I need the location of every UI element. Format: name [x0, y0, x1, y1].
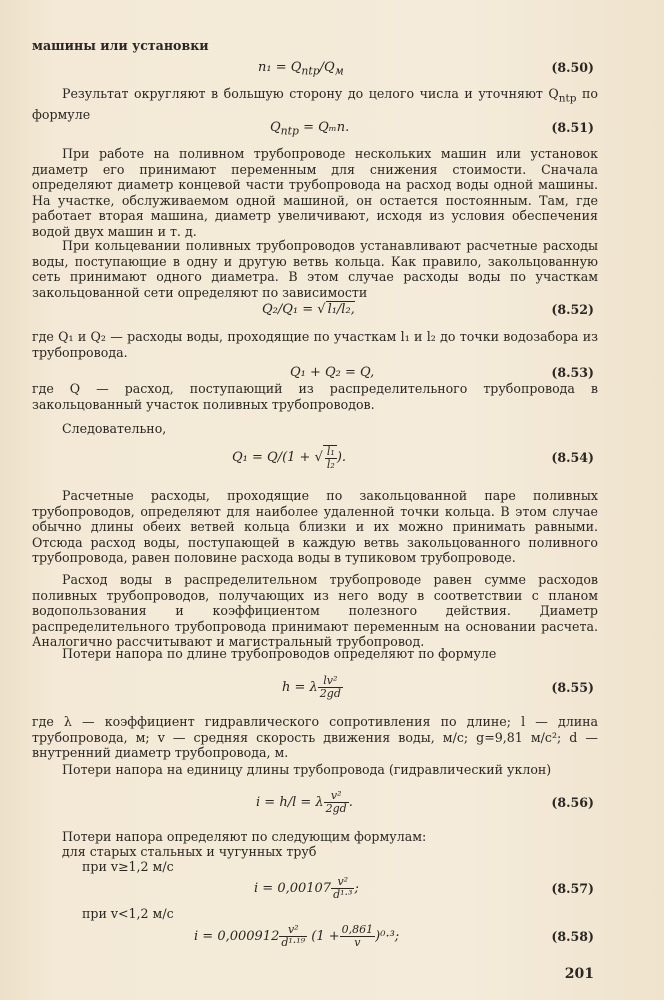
- fraction-numerator: 0,861: [341, 923, 374, 936]
- equation-number: (8.57): [551, 881, 594, 896]
- equation-number: (8.56): [551, 795, 594, 810]
- text: Результат округляют в большую сторону до целого числа и уточняют Q: [62, 86, 559, 101]
- equation-number: (8.55): [551, 680, 594, 695]
- formula-text: ).: [336, 450, 347, 465]
- formula-8-56: [0, 786, 664, 822]
- fraction-numerator: l₁: [326, 444, 335, 458]
- paragraph: где Q — расход, поступающий из распределительного трубопровода в закольцованный участок поливных трубопроводов.: [32, 381, 598, 412]
- formula-text: ;: [354, 881, 359, 896]
- formula-8-54: [0, 440, 664, 480]
- equation-number: (8.53): [551, 365, 594, 380]
- fraction-numerator: v²: [331, 876, 354, 889]
- formula-text: i = 0,000912: [194, 929, 280, 944]
- equation-number: (8.54): [551, 450, 594, 465]
- formula-text: h = λ: [282, 680, 318, 695]
- subscript: м: [334, 64, 344, 78]
- formula-text: )⁰·³;: [375, 929, 400, 944]
- formula-text: i = h/l = λ: [256, 795, 324, 810]
- subscript: ntp: [280, 124, 299, 138]
- formula-8-55: [0, 672, 664, 706]
- fraction-denominator: l₂: [326, 457, 335, 471]
- formula-8-58: [0, 920, 664, 956]
- text: по формуле: [32, 86, 598, 123]
- paragraph: Потери напора на единицу длины трубопровода (гидравлический уклон): [62, 762, 552, 777]
- formula-text: Q: [270, 120, 281, 135]
- equation-number: (8.51): [551, 120, 594, 135]
- formula-text: Q₁ = Q/: [232, 450, 283, 465]
- fraction-denominator: v: [354, 936, 361, 949]
- subscript: ntp: [301, 64, 320, 78]
- fraction-denominator: 2gd: [319, 687, 341, 700]
- paragraph: Расчетные расходы, проходящие по закольцованной паре поливных трубопроводов, определяют для наиболее удаленной точки кольца. В этом случае обычно длины обеих ветвей кольца близки и их можно принимать равными. Отсюда расход воды, поступающей в каждую ветвь закольцованного поливного трубопровода, равен половине расхода воды в тупиковом трубопроводе.: [32, 488, 598, 565]
- formula-8-50: [0, 58, 664, 80]
- fraction-denominator: d¹·¹⁹: [281, 936, 306, 949]
- formula-text: n₁ = Q: [258, 60, 302, 75]
- fraction-numerator: v²: [279, 924, 307, 937]
- formula-text: /Q: [319, 60, 335, 75]
- paragraph: Потери напора определяют по следующим формулам:: [62, 829, 427, 844]
- formula-text: = Qₘn.: [298, 120, 350, 135]
- subscript: ntp: [558, 92, 577, 105]
- paragraph: где λ — коэффициент гидравлического сопротивления по длине; l — длина трубопровода, м; v — средняя скорость движения воды, м/с; g=9,81 м/с²; d — внутренний диаметр трубопровода, м.: [32, 714, 598, 760]
- condition: при v<1,2 м/с: [82, 906, 174, 921]
- paragraph: При кольцевании поливных трубопроводов устанавливают расчетные расходы воды, поступающие в одну и другую ветвь кольца. Как правило, закольцованную сеть принимают одного диаметра. В этом случае расходы воды по участкам закольцованной сети определяют по зависимости: [32, 238, 598, 300]
- formula-8-51: [0, 118, 664, 140]
- paragraph: При работе на поливном трубопроводе нескольких машин или установок диаметр его принимают переменным для снижения стоимости. Сначала определяют диаметр концевой части трубопровода на расход воды одной машины. На участке, обслуживаемом одной машиной, он остается постоянным. Там, где работает вторая машина, диаметр увеличивают, исходя из условия обеспечения водой двух машин и т. д.: [32, 146, 598, 239]
- formula-text: Q₁ + Q₂ = Q,: [290, 365, 375, 380]
- formula-text: (1 + √: [282, 450, 323, 465]
- formula-8-52: [0, 300, 664, 322]
- formula-text: Q₂/Q₁ = √: [262, 302, 326, 317]
- formula-text: i = 0,00107: [254, 881, 332, 896]
- formula-8-57: [0, 872, 664, 906]
- condition: при v≥1,2 м/с: [82, 859, 174, 874]
- paragraph: для старых стальных и чугунных труб: [62, 844, 317, 859]
- fraction-denominator: d¹·³: [333, 888, 353, 901]
- equation-number: (8.50): [551, 60, 594, 75]
- fraction-denominator: 2gd: [325, 802, 347, 815]
- paragraph: Следовательно,: [62, 421, 167, 436]
- formula-text: (1 +: [311, 929, 340, 944]
- formula-text: .: [348, 795, 353, 810]
- fraction-numerator: v²: [324, 790, 349, 803]
- page-number: 201: [564, 966, 594, 982]
- fraction-numerator: lv²: [318, 675, 343, 688]
- formula-text: l₁/l₂,: [327, 302, 355, 317]
- equation-number: (8.52): [551, 302, 594, 317]
- paragraph: где Q₁ и Q₂ — расходы воды, проходящие по участкам l₁ и l₂ до точки водозабора из трубопровода.: [32, 329, 598, 360]
- text-line: машины или установки: [32, 38, 209, 53]
- equation-number: (8.58): [551, 929, 594, 944]
- paragraph: Расход воды в распределительном трубопроводе равен сумме расходов поливных трубопроводов, получающих из него воду в соответствии с планом водопользования и коэффициентом полезного действия. Диаметр распределительного трубопровода принимают переменным на основании расчета. Аналогично рассчитывают и магистральный трубопровод.: [32, 572, 598, 649]
- paragraph: Потери напора по длине трубопроводов определяют по формуле: [62, 646, 497, 661]
